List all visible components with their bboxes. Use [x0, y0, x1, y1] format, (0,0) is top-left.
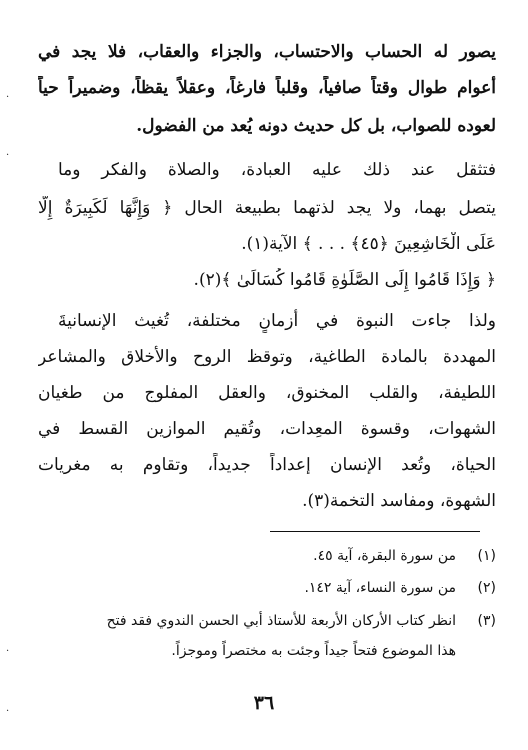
body-line-8: ولذا جاءت النبوة في أزمانٍ مختلفة، تُغيث الإنسانيةَ — [58, 311, 496, 331]
margin-speck: · — [6, 150, 10, 161]
page-number: ٣٦ — [253, 692, 275, 714]
margin-speck: · — [6, 92, 10, 103]
margin-speck: · — [6, 646, 10, 657]
footnote-separator — [270, 531, 480, 532]
footnote-number: (٣) — [477, 613, 496, 629]
body-line-3: لعوده للصواب، بل كل حديث دونه يُعد من الفضول. — [136, 116, 496, 136]
body-line-10: اللطيفة، والقلب المخنوق، والعقل المفلوج من طغيان — [38, 383, 496, 403]
body-line-1: يصور له الحساب والاحتساب، والجزاء والعقاب، فلا يجد في — [38, 42, 496, 62]
body-line-6: عَلَى الْخَاشِعِينَ ﴿٤٥﴾ . . . ﴾ الآية(١). — [241, 234, 496, 254]
body-line-4: فتثقل عند ذلك عليه العبادة، والصلاة والفكر وما — [58, 160, 496, 180]
footnote-number: (١) — [477, 548, 496, 564]
footnote-number: (٢) — [477, 580, 496, 596]
footnote-3 — [38, 610, 496, 632]
margin-speck: · — [6, 706, 10, 717]
footnote-text: انظر كتاب الأركان الأربعة للأستاذ أبي الحسن الندوي فقد فتح — [106, 613, 456, 629]
body-line-12: الحياة، وتُعد الإنسان إعداداً جديداً، وتقاوم به مغريات — [38, 455, 496, 475]
footnote-1 — [38, 545, 496, 567]
footnote-text: من سورة البقرة، آية ٤٥. — [313, 548, 456, 564]
body-line-5: يتصل بهما، ولا يجد لذتهما بطبيعة الحال ﴿ وَإِنَّهَا لَكَبِيرَةٌ إِلَّا — [38, 198, 496, 218]
quran-verse-line: ﴿ وَإِذَا قَامُوا إِلَى الصَّلَوٰةِ قَامُوا كُسَالَىٰ ﴾(٢). — [193, 270, 496, 290]
footnote-text: هذا الموضوع فتحاً جيداً وجئت به مختصراً وموجزاً. — [171, 643, 456, 659]
body-line-11: الشهوات، وقسوة المعِدات، وتُقيم الموازين القسط في — [38, 419, 496, 439]
footnote-3-continuation — [38, 640, 496, 662]
body-line-13: الشهوة، ومفاسد التخمة(٣). — [302, 491, 496, 511]
body-line-9: المهددة بالمادة الطاغية، وتوقظ الروح والأخلاق والمشاعر — [38, 347, 496, 367]
footnote-text: من سورة النساء، آية ١٤٢. — [304, 580, 456, 596]
body-line-2: أعوام طوال وقتاً صافياً، وقلباً فارغاً، وعقلاً يقظاً، وضميراً حياً — [38, 78, 496, 98]
footnote-2 — [38, 577, 496, 599]
